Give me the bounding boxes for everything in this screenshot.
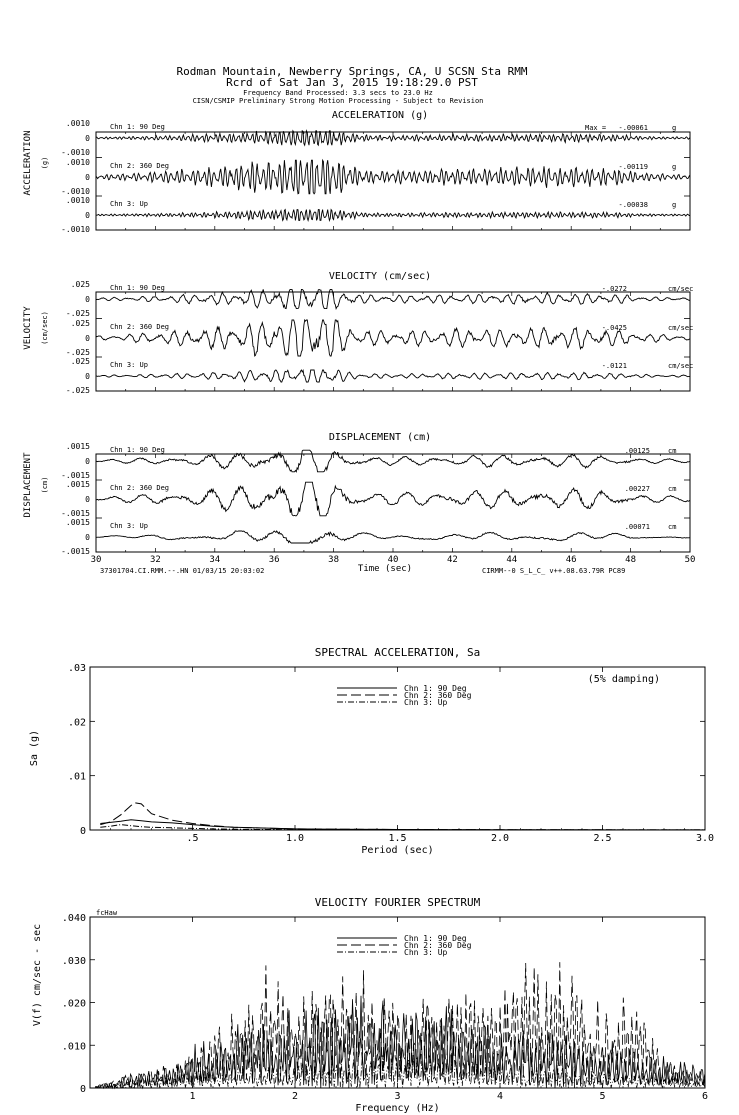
x-tick-label: 1.5 (388, 833, 407, 844)
channel-name: Chn 1: 90 Deg (110, 446, 165, 454)
y-tick-label: .02 (67, 717, 86, 729)
x-tick-label: 36 (268, 555, 280, 565)
y-tick-label: 0 (85, 295, 90, 304)
x-tick-label: 4 (496, 1091, 504, 1102)
x-tick-label: 1.0 (285, 833, 305, 844)
channel-peak-value: -.0272 (601, 285, 627, 293)
channel-unit: cm (668, 523, 677, 531)
y-tick-label: .030 (61, 955, 86, 967)
plot-title: SPECTRAL ACCELERATION, Sa (314, 646, 481, 659)
y-tick-label: -.025 (65, 348, 90, 357)
y-tick-label: .020 (61, 998, 86, 1010)
legend-label: Chn 1: 90 Deg (404, 934, 467, 943)
waveform-trace (96, 210, 690, 221)
x-tick-label: 38 (328, 555, 340, 565)
legend-label: Chn 2: 360 Deg (404, 941, 472, 950)
channel-name: Chn 2: 360 Deg (110, 484, 170, 492)
header-line3: Frequency Band Processed: 3.3 secs to 23.0 Hz (243, 89, 433, 97)
y-axis-unit: (g) (41, 156, 49, 170)
footer-left: 37301704.CI.RMM.--.HN 01/03/15 20:03:02 (100, 567, 265, 575)
y-tick-label: 0 (85, 134, 90, 143)
header-line1: Rodman Mountain, Newberry Springs, CA, U SCSN Sta RMM (176, 65, 528, 78)
plot-frame (90, 917, 705, 1088)
x-tick-label: 34 (209, 555, 221, 565)
y-tick-label: 0 (85, 533, 90, 542)
y-tick-label: .0010 (65, 158, 90, 167)
channel-name: Chn 3: Up (110, 200, 148, 208)
channel-name: Chn 2: 360 Deg (110, 323, 170, 331)
panel-title: DISPLACEMENT (cm) (328, 432, 432, 443)
y-tick-label: -.0015 (61, 471, 90, 480)
x-tick-label: 32 (149, 555, 161, 565)
y-tick-label: .0010 (65, 196, 90, 205)
x-tick-label: .5 (186, 833, 199, 844)
x-tick-label: 1 (189, 1091, 196, 1102)
waveform-trace (96, 450, 690, 472)
x-tick-label: 30 (90, 555, 102, 565)
y-axis-title: V(f) cm/sec - sec (32, 923, 43, 1027)
channel-name: Chn 1: 90 Deg (110, 123, 165, 131)
y-tick-label: 0 (85, 334, 90, 343)
y-tick-label: .0015 (65, 480, 90, 489)
y-tick-label: -.0015 (61, 547, 90, 556)
channel-name: Chn 2: 360 Deg (110, 162, 170, 170)
time-history-frame (96, 454, 690, 552)
channel-name: Chn 3: Up (110, 522, 148, 530)
x-axis-title: Time (sec) (357, 564, 413, 574)
y-tick-label: -.025 (65, 309, 90, 318)
y-axis-label: DISPLACEMENT (23, 452, 33, 518)
channel-peak-value: -.00061 (618, 124, 648, 132)
channel-unit: cm (668, 485, 677, 493)
x-tick-label: 3.0 (695, 833, 715, 844)
y-tick-label: .0010 (65, 119, 90, 128)
y-tick-label: .025 (70, 319, 90, 328)
y-tick-label: 0 (85, 211, 90, 220)
y-tick-label: 0 (85, 372, 90, 381)
channel-unit: cm (668, 447, 677, 455)
y-tick-label: -.0010 (61, 148, 90, 157)
legend-label: Chn 3: Up (404, 698, 448, 707)
y-tick-label: 0 (85, 457, 90, 466)
channel-name: Chn 3: Up (110, 361, 148, 369)
damping-annotation: (5% damping) (587, 674, 660, 685)
y-axis-title: Sa (g) (29, 729, 40, 767)
x-tick-label: 2 (291, 1091, 299, 1102)
waveform-trace (96, 531, 690, 543)
channel-unit: cm/sec (668, 285, 694, 293)
x-tick-label: 42 (446, 555, 458, 565)
y-axis-unit: (cm) (41, 476, 49, 494)
header-line2: Rcrd of Sat Jan 3, 2015 19:18:29.0 PST (226, 76, 478, 89)
x-tick-label: 40 (387, 555, 399, 565)
legend-label: Chn 1: 90 Deg (404, 684, 467, 693)
waveform-trace (96, 370, 690, 382)
channel-peak-value: -.00038 (618, 201, 648, 209)
channel-peak-value: .00071 (624, 523, 650, 531)
y-tick-label: .025 (70, 357, 90, 366)
legend-label: Chn 3: Up (404, 948, 448, 957)
y-tick-label: 0 (85, 495, 90, 504)
channel-unit: cm/sec (668, 324, 694, 332)
x-axis-title: Frequency (Hz) (355, 1103, 440, 1114)
y-tick-label: -.0010 (61, 187, 90, 196)
y-tick-label: -.0015 (61, 509, 90, 518)
y-tick-label: 0 (85, 173, 90, 182)
channel-name: Chn 1: 90 Deg (110, 284, 165, 292)
x-tick-label: 5 (599, 1091, 606, 1102)
y-axis-unit: (cm/sec) (41, 311, 49, 345)
x-tick-label: 46 (565, 555, 577, 565)
channel-peak-value: -.00119 (618, 163, 648, 171)
corner-label: fcHaw (96, 909, 118, 917)
y-tick-label: .01 (67, 771, 86, 783)
waveform-trace (96, 482, 690, 516)
plot-title: VELOCITY FOURIER SPECTRUM (314, 896, 481, 909)
legend-label: Chn 2: 360 Deg (404, 691, 472, 700)
y-tick-label: .025 (70, 280, 90, 289)
channel-unit: g (672, 124, 677, 132)
channel-peak-value: -.0425 (601, 324, 627, 332)
panel-title: VELOCITY (cm/sec) (328, 271, 432, 282)
x-tick-label: 6 (701, 1091, 709, 1102)
x-tick-label: 48 (625, 555, 637, 565)
y-axis-label: ACCELERATION (23, 130, 33, 196)
panel-title: ACCELERATION (g) (331, 110, 429, 121)
x-tick-label: 2.0 (490, 833, 510, 844)
max-label: Max = (585, 124, 607, 132)
y-tick-label: .0015 (65, 518, 90, 527)
y-tick-label: .03 (67, 663, 86, 674)
y-tick-label: 0 (79, 1084, 86, 1095)
footer-right: CIRMM--0 S_L_C_ v++.08.63.79R PC89 (482, 567, 626, 575)
channel-unit: g (672, 201, 677, 209)
y-tick-label: 0 (79, 826, 86, 837)
y-tick-label: .040 (61, 913, 86, 924)
waveform-trace (96, 160, 690, 194)
x-tick-label: 50 (684, 555, 696, 565)
channel-peak-value: -.0121 (601, 362, 627, 370)
header-line4: CISN/CSMIP Preliminary Strong Motion Processing - Subject to Revision (192, 97, 484, 105)
x-tick-label: 3 (394, 1091, 401, 1102)
y-tick-label: -.0010 (61, 225, 90, 234)
y-tick-label: -.025 (65, 386, 90, 395)
x-tick-label: 2.5 (593, 833, 612, 844)
channel-unit: g (672, 163, 677, 171)
x-axis-title: Period (sec) (361, 845, 434, 856)
channel-peak-value: .00125 (624, 447, 650, 455)
x-tick-label: 44 (506, 555, 518, 565)
plot-frame (90, 667, 705, 830)
channel-unit: cm/sec (668, 362, 694, 370)
y-tick-label: .0015 (65, 442, 90, 451)
sa-series-line (100, 803, 705, 830)
y-axis-label: VELOCITY (23, 306, 33, 350)
channel-peak-value: .00227 (624, 485, 650, 493)
y-tick-label: .010 (61, 1041, 86, 1053)
